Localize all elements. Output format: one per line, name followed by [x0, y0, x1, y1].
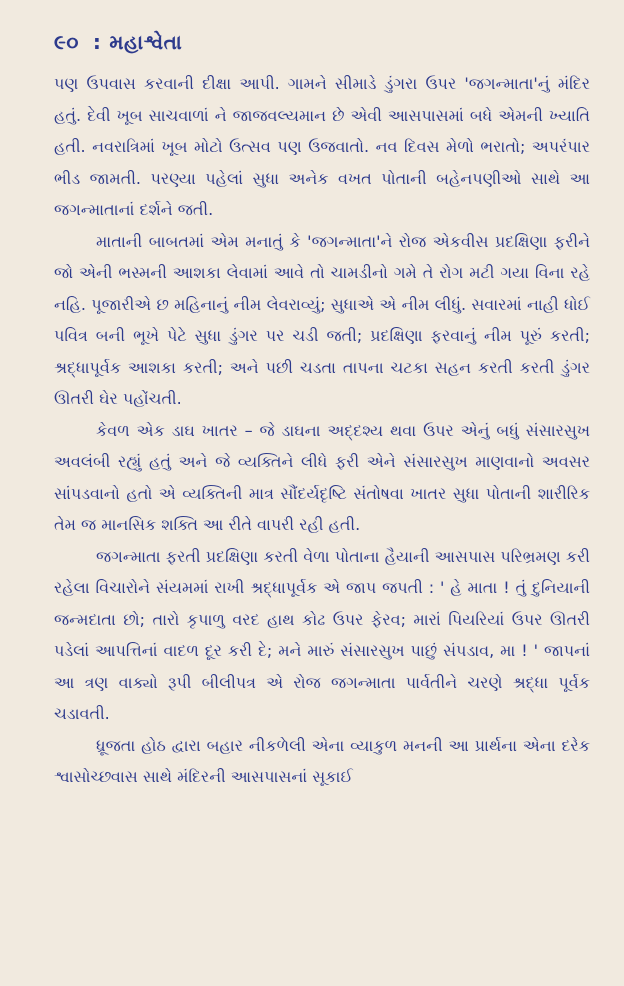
body-paragraph-2: માતાની બાબતમાં એમ મનાતું કે 'જગન્માતા'ને રોજ એકવીસ પ્રદક્ષિણા ફરીને જો એની ભસ્મની આશકા લેવામાં આવે તો ચામડીનો ગમે તે રોગ મટી ગયા વિના રહે નહિ. પૂજારીએ છ મહિનાનું નીમ લેવરાવ્યું; સુધાએ એ નીમ લીધું. સવારમાં નાહી ધોઈ પવિત્ર બની ભૂખે પેટે સુધા ડુંગર પર ચડી જતી; પ્રદક્ષિણા ફરવાનું નીમ પૂરું કરતી; શ્રદ્ધાપૂર્વક આશકા કરતી; અને પછી ચડતા તાપના ચટકા સહન કરતી કરતી ડુંગર ઊતરી ઘેર પહોંચતી. — [54, 231, 590, 408]
body-paragraph-3: કેવળ એક ડાઘ ખાતર – જે ડાઘના અદ્દશ્ય થવા ઉપર એનું બધું સંસારસુખ અવલંબી રહ્યું હતું અને જે વ્યક્તિને લીધે ફરી એને સંસારસુખ માણવાનો અવસર સાંપડવાનો હતો એ વ્યક્તિની માત્ર સૌંદર્યદૃષ્ટિ સંતોષવા ખાતર સુધા પોતાની શારીરિક તેમ જ માનસિક શક્તિ આ રીતે વાપરી રહી હતી. — [54, 420, 590, 534]
body-paragraph-5: ધ્રૂજતા હોઠ દ્વારા બહાર નીકળેલી એના વ્યાકુળ મનની આ પ્રાર્થના એના દરેક શ્વાસોચ્છ્વાસ સાથે મંદિરની આસપાસનાં સૂકાઈ — [54, 735, 590, 786]
body-paragraph-4: જગન્માતા ફરતી પ્રદક્ષિણા કરતી વેળા પોતાના હૈયાની આસપાસ પરિભ્રમણ કરી રહેલા વિચારોને સંયમમાં રાખી શ્રદ્ધાપૂર્વક એ જાપ જપતી : ' હે માતા ! તું દુનિયાની જન્મદાતા છો; તારો કૃપાળુ વરદ હાથ કોઢ ઉપર ફેરવ; મારાં પિયરિયાં ઉપર ઊતરી પડેલાં આપત્તિનાં વાદળ દૂર કરી દે; મને મારું સંસારસુખ પાછું સંપડાવ, મા ! ' જાપનાં આ ત્રણ વાક્યો રૂપી બીલીપત્ર એ રોજ જગન્માતા પાર્વતીને ચરણે શ્રદ્ધા પૂર્વક ચડાવતી. — [54, 546, 590, 723]
page-number: ૯૦ — [54, 30, 79, 54]
book-title: મહાશ્વેતા — [109, 30, 183, 54]
header-separator: : — [92, 30, 102, 54]
body-paragraph-1: પણ ઉપવાસ કરવાની દીક્ષા આપી. ગામને સીમાડે ડુંગરા ઉપર 'જગન્માતા'નું મંદિર હતું. દેવી ખૂબ સાચવાળાં ને જાજવલ્યમાન છે એવી આસપાસમાં બધે એમની ખ્યાતિ હતી. નવરાત્રિમાં ખૂબ મોટો ઉત્સવ પણ ઉજવાતો. નવ દિવસ મેળો ભરાતો; અપરંપાર ભીડ જામતી. પરણ્યા પહેલાં સુધા અનેક વખત પોતાની બહેનપણીઓ સાથે આ જગન્માતાનાં દર્શને જતી. — [54, 74, 590, 219]
page-header — [54, 30, 590, 54]
